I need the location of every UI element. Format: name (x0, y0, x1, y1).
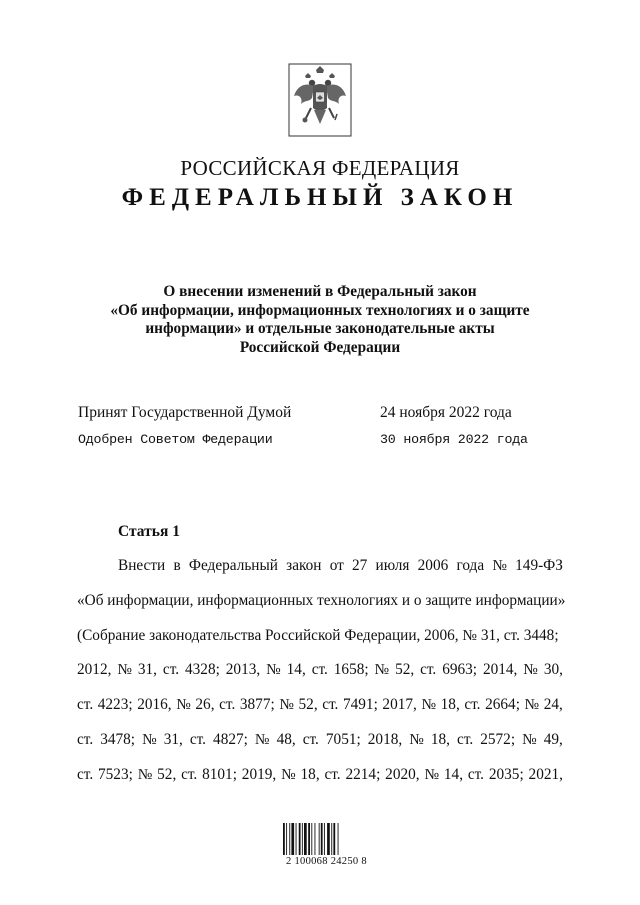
article-word: 2016, (137, 696, 172, 714)
article-word: ст. (77, 730, 94, 748)
article-word: 18, (300, 765, 320, 783)
article-word: 18, (440, 696, 460, 714)
article-word: 18, (430, 730, 450, 748)
article-word: ст. (311, 661, 328, 679)
law-title-line: Российской Федерации (239, 338, 401, 356)
article-word: 149-ФЗ (515, 557, 563, 574)
council-approval-date: 30 ноября 2022 года (380, 432, 528, 447)
article-word: ст. (189, 730, 207, 748)
article-line (77, 659, 563, 694)
article-word: 27 (352, 557, 368, 574)
barcode-icon (282, 822, 360, 856)
article-word: 3478; (100, 730, 136, 748)
article-word: № (523, 661, 538, 679)
article-word: ст. (457, 730, 474, 748)
article-word: № (492, 557, 507, 574)
law-title-line: О внесении изменений в Федеральный закон (163, 283, 477, 300)
article-word: 2572; (480, 730, 516, 748)
article-word: от (329, 557, 344, 574)
article-word: 2017, (382, 696, 417, 714)
council-approval-label: Одобрен Советом Федерации (78, 432, 273, 447)
article-word: ст. (324, 765, 341, 783)
article-word: № (374, 661, 390, 679)
law-title-line: информации» и отдельные законодательные акты (145, 320, 495, 337)
article-word: 3877; (239, 696, 275, 714)
article-word: № (281, 765, 296, 783)
article-word: 31, (137, 661, 157, 679)
article-word: № (117, 661, 132, 679)
article-word: № (176, 696, 191, 714)
law-title (110, 283, 530, 357)
article-word: ст. (464, 696, 481, 714)
article-word: № (142, 730, 157, 748)
article-word: ст. (77, 765, 94, 783)
article-word: 49, (543, 730, 563, 748)
article-word: 24, (543, 696, 563, 714)
article-word: 31, (163, 730, 183, 748)
article-word: ст. (162, 661, 180, 679)
article-word: 2019, (241, 765, 277, 783)
article-word: ст. (420, 661, 437, 679)
article-line (77, 625, 563, 660)
article-word: № (266, 661, 281, 679)
article-line (77, 729, 563, 764)
duma-adoption-label: Принят Государственной Думой (78, 404, 292, 421)
article-word: № (279, 696, 294, 714)
article-word: 2035; (488, 765, 524, 783)
article-word: 4827; (213, 730, 248, 748)
country-name: РОССИЙСКАЯ ФЕДЕРАЦИЯ (180, 156, 460, 180)
article-word: 2013, (225, 661, 261, 679)
article-body (77, 555, 566, 799)
article-word: июля (375, 557, 410, 574)
article-word: ст. (467, 765, 485, 783)
article-word: 8101; (202, 765, 237, 783)
article-word: 1658; (333, 661, 369, 679)
barcode (282, 822, 360, 856)
document-type: ФЕДЕРАЛЬНЫЙ ЗАКОН (121, 184, 519, 211)
article-word: в (173, 557, 181, 574)
article-word: ст. (302, 730, 319, 748)
article-word: закон (286, 557, 322, 574)
article-word: № (522, 730, 537, 748)
article-word: № (424, 765, 440, 783)
law-title-line: «Об информации, информационных технологиях и о защите (110, 301, 530, 319)
article-line (77, 764, 563, 799)
article-word: 4223; (97, 696, 133, 714)
article-word: ст. (322, 696, 339, 714)
barcode-number: 2 100068 24250 8 (286, 856, 367, 867)
article-word: ст. (219, 696, 236, 714)
article-word: 2664; (485, 696, 520, 714)
article-word: (Собрание законодательства Российской Федерации, 2006, № 31, ст. 3448; (77, 626, 559, 644)
article-word: ст. (77, 696, 94, 714)
article-word: 52, (157, 765, 177, 783)
article-word: 6963; (442, 661, 478, 679)
article-line (77, 555, 563, 590)
article-heading: Статья 1 (118, 523, 180, 540)
article-word: года (456, 557, 485, 574)
article-word: 14, (286, 661, 306, 679)
state-emblem (287, 62, 353, 138)
article-word: 52, (298, 696, 318, 714)
article-word: 30, (543, 661, 563, 679)
article-word: 52, (395, 661, 415, 679)
article-line (77, 590, 566, 625)
article-word: № (137, 765, 153, 783)
article-word: ст. (181, 765, 198, 783)
article-word: 26, (195, 696, 215, 714)
article-word: 2012, (77, 661, 112, 679)
article-word: 2014, (482, 661, 518, 679)
article-word: № (524, 696, 540, 714)
article-word: 4328; (185, 661, 220, 679)
article-word: «Об информации, информационных технологиях и о защите информации» (77, 591, 566, 609)
article-word: 2018, (367, 730, 403, 748)
article-word: № (421, 696, 437, 714)
article-word: 7051; (325, 730, 361, 748)
article-word: 2214; (345, 765, 381, 783)
article-line (77, 694, 563, 729)
article-word: № (254, 730, 270, 748)
article-word: 7523; (98, 765, 133, 783)
article-word: 2006 (417, 557, 449, 574)
article-word: 2020, (385, 765, 420, 783)
duma-adoption-date: 24 ноября 2022 года (380, 404, 512, 421)
article-word: 48, (276, 730, 296, 748)
article-word: 2021, (528, 765, 563, 783)
article-word: 7491; (342, 696, 378, 714)
article-word: Федеральный (188, 557, 278, 574)
article-word: Внести (118, 557, 166, 574)
emblem-icon (287, 62, 353, 138)
article-word: 14, (443, 765, 464, 783)
article-word: № (409, 730, 424, 748)
